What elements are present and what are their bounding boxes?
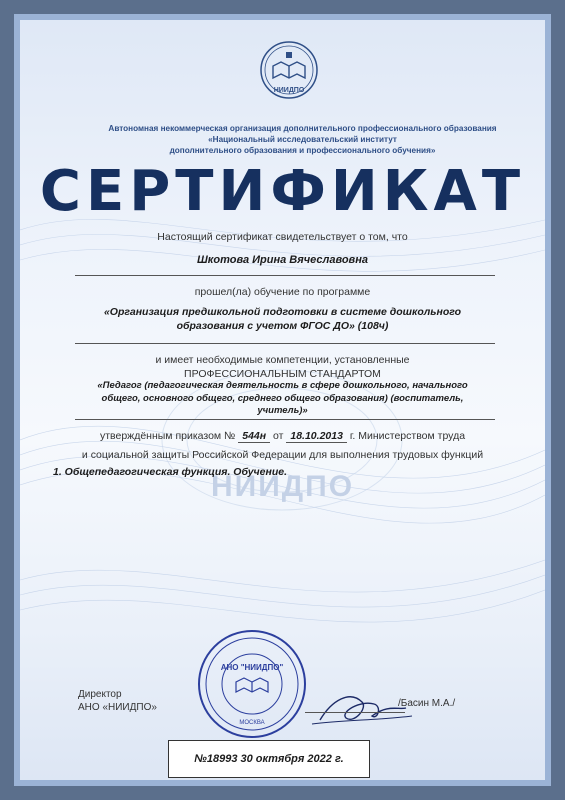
director-label: Директор — [78, 689, 122, 700]
certificate-paper — [20, 20, 545, 780]
order-line-2: и социальной защиты Российской Федерации для выполнения трудовых функций — [81, 449, 484, 461]
signature-line — [305, 712, 405, 713]
program-line-1: «Организация предшкольной подготовки в системе дошкольного — [103, 306, 462, 318]
order-number: 544н — [238, 430, 270, 443]
certificate-title: СЕРТИФИКАТ — [39, 159, 526, 224]
institute-emblem-icon — [259, 40, 319, 100]
director-org: АНО «НИИДПО» — [78, 702, 157, 713]
org-line-1: Автономная некоммерческая организация дополнительного профессионального образования — [108, 124, 497, 133]
professional-standard-name — [60, 380, 505, 418]
standard-underline — [75, 419, 495, 420]
completed-text: прошел(ла) обучение по программе — [194, 286, 371, 298]
order-from: от — [273, 430, 284, 442]
program-title — [60, 305, 505, 333]
standard-line-3: учитель)» — [257, 405, 308, 416]
order-line — [20, 430, 545, 442]
stamp-city: МОСКВА — [239, 720, 265, 726]
standard-line-1: «Педагог (педагогическая деятельность в сфере дошкольного, начального — [97, 380, 468, 391]
director-signature — [302, 680, 422, 740]
program-line-2: образования с учетом ФГОС ДО» (108ч) — [176, 320, 389, 332]
certificate-number: №18993 30 октября 2022 г. — [194, 753, 344, 765]
recipient-name: Шкотова Ирина Вячеславовна — [197, 254, 368, 266]
labor-function: 1. Общепедагогическая функция. Обучение. — [53, 466, 288, 478]
logo-text: НИИДПО — [273, 87, 305, 94]
org-line-3: дополнительного образования и профессионального обучения» — [169, 146, 436, 155]
director-name: /Басин М.А./ — [398, 698, 456, 709]
competence-text: и имеет необходимые компетенции, установленные — [155, 354, 410, 366]
official-stamp — [196, 628, 308, 740]
recipient-underline — [75, 275, 495, 276]
watermark: НИИДПО — [210, 470, 355, 503]
order-suffix: г. Министерством труда — [349, 430, 466, 442]
organization-name — [80, 123, 525, 156]
intro-text: Настоящий сертификат свидетельствует о том, что — [157, 231, 408, 243]
org-line-2: «Национальный исследовательский институт — [208, 135, 397, 144]
stamp-org: АНО "НИИДПО" — [220, 663, 284, 672]
order-prefix: утверждённым приказом № — [99, 430, 236, 442]
program-underline — [75, 343, 495, 344]
certificate-number-box — [168, 740, 370, 778]
professional-standard-label: ПРОФЕССИОНАЛЬНЫМ СТАНДАРТОМ — [184, 368, 381, 380]
standard-line-2: общего, основного общего, среднего общего образования) (воспитатель, — [101, 392, 464, 404]
order-date: 18.10.2013 — [286, 430, 347, 443]
director-title — [78, 688, 198, 714]
